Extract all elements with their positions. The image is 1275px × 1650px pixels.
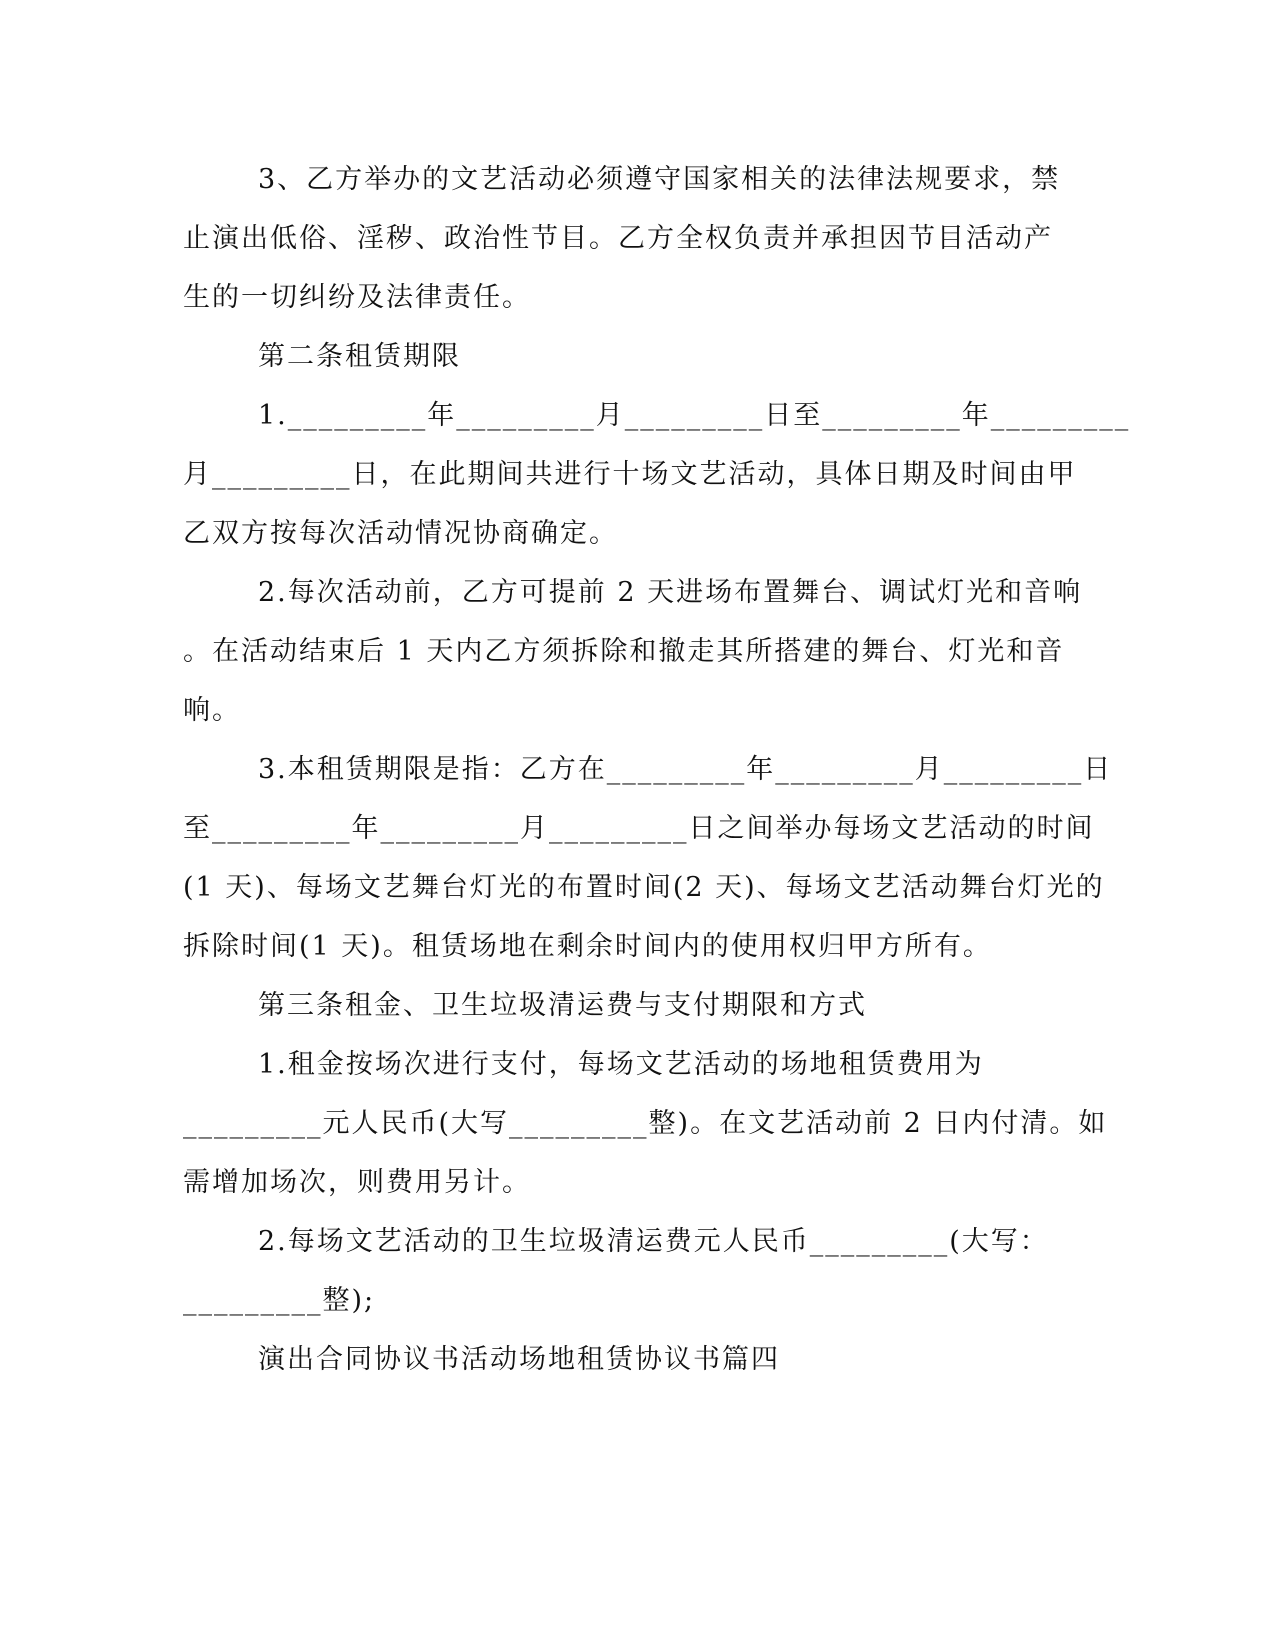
paragraph-line: 拆除时间(1 天)。租赁场地在剩余时间内的使用权归甲方所有。	[183, 931, 992, 962]
paragraph-line: 2.每次活动前，乙方可提前 2 天进场布置舞台、调试灯光和音响	[258, 577, 1083, 608]
paragraph-line: 3.本租赁期限是指：乙方在_________年_________月_________日	[258, 754, 1113, 785]
paragraph-line: 1._________年_________月_________日至_________年_________	[258, 400, 1131, 431]
paragraph-line: 响。	[183, 695, 241, 726]
paragraph-line: 需增加场次，则费用另计。	[183, 1167, 531, 1198]
paragraph-line: _________元人民币(大写_________整)。在文艺活动前 2 日内付清。如	[183, 1108, 1108, 1139]
paragraph-line: 生的一切纠纷及法律责任。	[183, 282, 531, 313]
section-heading: 第三条租金、卫生垃圾清运费与支付期限和方式	[258, 990, 867, 1021]
section-heading: 演出合同协议书活动场地租赁协议书篇四	[258, 1344, 780, 1375]
paragraph-line: 2.每场文艺活动的卫生垃圾清运费元人民币_________(大写：	[258, 1226, 1049, 1257]
paragraph-line: (1 天)、每场文艺舞台灯光的布置时间(2 天)、每场文艺活动舞台灯光的	[183, 872, 1105, 903]
paragraph-line: 。在活动结束后 1 天内乙方须拆除和撤走其所搭建的舞台、灯光和音	[183, 636, 1065, 667]
paragraph-line: 3、乙方举办的文艺活动必须遵守国家相关的法律法规要求，禁	[258, 164, 1061, 195]
paragraph-line: 1.租金按场次进行支付，每场文艺活动的场地租赁费用为	[258, 1049, 984, 1080]
paragraph-line: _________整);	[183, 1285, 376, 1316]
section-heading: 第二条租赁期限	[258, 341, 461, 372]
paragraph-line: 月_________日，在此期间共进行十场文艺活动，具体日期及时间由甲	[183, 459, 1077, 490]
paragraph-line: 乙双方按每次活动情况协商确定。	[183, 518, 618, 549]
paragraph-line: 止演出低俗、淫秽、政治性节目。乙方全权负责并承担因节目活动产	[183, 223, 1053, 254]
paragraph-line: 至_________年_________月_________日之间举办每场文艺活动的时间	[183, 813, 1095, 844]
